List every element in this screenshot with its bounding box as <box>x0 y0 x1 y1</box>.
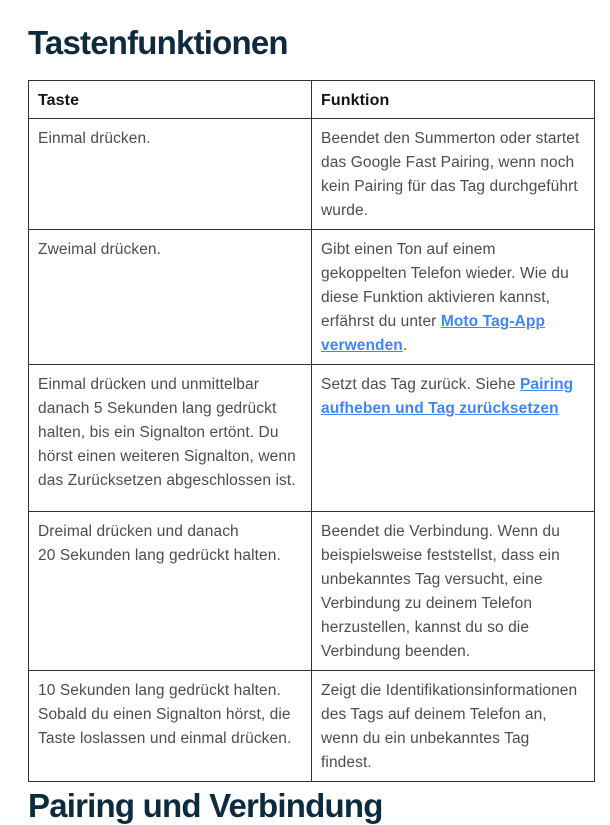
table-row <box>29 365 595 512</box>
table-row <box>29 119 595 230</box>
table-header-row <box>29 81 595 119</box>
funktion-cell <box>312 365 595 512</box>
taste-cell <box>29 365 312 512</box>
funktion-cell <box>312 230 595 365</box>
table-row <box>29 671 595 782</box>
cell-text: 10 Sekunden lang gedrückt halten. Sobald du einen Signalton hörst, die Taste loslassen und einmal drücken. <box>38 682 292 747</box>
taste-cell <box>29 671 312 782</box>
cell-text: Zeigt die Identifikationsinformationen des Tags auf deinem Telefon an, wenn du ein unbekanntes Tag findest. <box>321 682 578 771</box>
cell-text: Beendet den Summerton oder startet das Google Fast Pairing, wenn noch kein Pairing für das Tag durchgeführt wurde. <box>321 130 580 219</box>
link-moto-tag-app-verwenden[interactable]: Moto Tag-App verwenden <box>321 313 546 354</box>
cell-text: Dreimal drücken und danach 20 Sekunden lang gedrückt halten. <box>38 523 281 564</box>
funktion-cell <box>312 512 595 671</box>
taste-cell <box>29 230 312 365</box>
cell-text: Einmal drücken. <box>38 130 151 147</box>
taste-cell <box>29 119 312 230</box>
cell-text: Gibt einen Ton auf einem gekoppelten Telefon wieder. Wie du diese Funktion aktivieren kannst, erfährst du unter <box>321 241 569 330</box>
link-pairing-aufheben-und-tag-zur-cksetzen[interactable]: Pairing aufheben und Tag zurücksetzen <box>321 376 574 417</box>
key-functions-table <box>28 80 595 782</box>
table-row <box>29 512 595 671</box>
funktion-cell <box>312 119 595 230</box>
cell-text: Zweimal drücken. <box>38 241 162 258</box>
column-header-taste: Taste <box>29 81 312 119</box>
page-title: Tastenfunktionen <box>28 24 288 61</box>
manual-page <box>0 24 610 825</box>
cell-text: Einmal drücken und unmittelbar danach 5 Sekunden lang gedrückt halten, bis ein Signalton ertönt. Du hörst einen weiteren Signalton, wenn das Zurücksetzen abgeschlossen ist. <box>38 376 296 489</box>
cell-text: Beendet die Verbindung. Wenn du beispielsweise feststellst, dass ein unbekanntes Tag versucht, eine Verbindung zu deinem Telefon herzustellen, kannst du so die Verbindung beenden. <box>321 523 560 660</box>
table-row <box>29 230 595 365</box>
taste-cell <box>29 512 312 671</box>
cell-text: . <box>402 337 408 354</box>
next-section-title: Pairing und Verbindung <box>28 787 383 824</box>
cell-text: Setzt das Tag zurück. Siehe <box>321 376 520 393</box>
funktion-cell <box>312 671 595 782</box>
column-header-funktion: Funktion <box>312 81 595 119</box>
